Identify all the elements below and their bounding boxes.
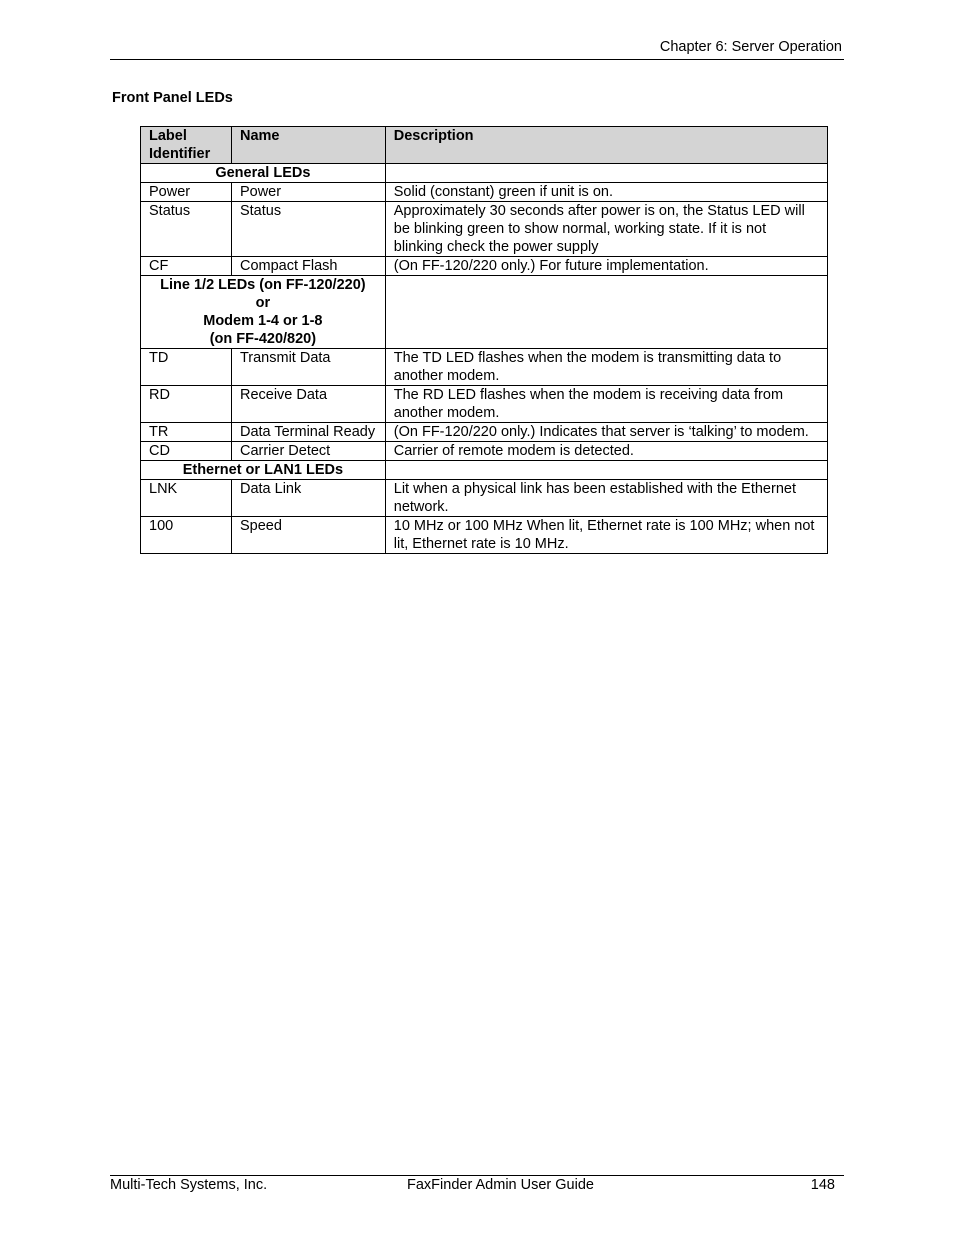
group-title-line: Modem 1-4 or 1-8 [203, 313, 323, 329]
cell-label-identifier: Power [141, 183, 232, 202]
table-row [141, 183, 828, 202]
table-row [141, 386, 828, 423]
group-title [141, 276, 386, 349]
table-row [141, 480, 828, 517]
cell-label-identifier: TR [141, 423, 232, 442]
cell-name: Status [231, 202, 385, 257]
cell-description: Carrier of remote modem is detected. [385, 442, 827, 461]
table-row [141, 517, 828, 554]
cell-name: Speed [231, 517, 385, 554]
cell-description: Lit when a physical link has been established with the Ethernet network. [385, 480, 827, 517]
table-row [141, 423, 828, 442]
group-empty-cell [385, 164, 827, 183]
cell-name: Transmit Data [231, 349, 385, 386]
group-empty-cell [385, 461, 827, 480]
cell-name: Receive Data [231, 386, 385, 423]
table-row [141, 202, 828, 257]
cell-description: The RD LED flashes when the modem is receiving data from another modem. [385, 386, 827, 423]
footer-page-number: 148 [810, 1177, 835, 1193]
column-header-name: Name [231, 127, 385, 164]
cell-description: 10 MHz or 100 MHz When lit, Ethernet rate is 100 MHz; when not lit, Ethernet rate is 10 MHz. [385, 517, 827, 554]
group-header-row [141, 276, 828, 349]
group-header-row [141, 461, 828, 480]
cell-label-identifier: TD [141, 349, 232, 386]
table-row [141, 257, 828, 276]
table-body [141, 164, 828, 554]
cell-label-identifier: CF [141, 257, 232, 276]
cell-name: Compact Flash [231, 257, 385, 276]
footer-company: Multi-Tech Systems, Inc. [110, 1177, 268, 1193]
cell-name: Data Terminal Ready [231, 423, 385, 442]
group-title-line: General LEDs [215, 165, 311, 181]
group-header-row [141, 164, 828, 183]
group-title-line: or [255, 295, 271, 311]
group-title-line: Ethernet or LAN1 LEDs [182, 462, 344, 478]
group-title-line: Line 1/2 LEDs (on FF-120/220) [160, 277, 366, 293]
cell-label-identifier: CD [141, 442, 232, 461]
page-header-chapter: Chapter 6: Server Operation [659, 39, 842, 55]
group-empty-cell [385, 276, 827, 349]
section-title: Front Panel LEDs [112, 90, 233, 106]
cell-description: The TD LED flashes when the modem is transmitting data to another modem. [385, 349, 827, 386]
cell-description: Solid (constant) green if unit is on. [385, 183, 827, 202]
footer-guide-title: FaxFinder Admin User Guide [407, 1177, 594, 1193]
group-title [141, 164, 386, 183]
table-row [141, 442, 828, 461]
group-title-line: (on FF-420/820) [209, 331, 317, 347]
cell-label-identifier: 100 [141, 517, 232, 554]
header-divider [110, 59, 844, 60]
cell-description: Approximately 30 seconds after power is on, the Status LED will be blinking green to show normal, working state. If it is not blinking check the power supply [385, 202, 827, 257]
cell-description: (On FF-120/220 only.) Indicates that server is ‘talking’ to modem. [385, 423, 827, 442]
table-row [141, 349, 828, 386]
cell-label-identifier: RD [141, 386, 232, 423]
leds-table [140, 126, 828, 554]
column-header-description: Description [385, 127, 827, 164]
cell-description: (On FF-120/220 only.) For future implementation. [385, 257, 827, 276]
cell-label-identifier: Status [141, 202, 232, 257]
footer-divider [110, 1175, 844, 1176]
cell-name: Data Link [231, 480, 385, 517]
table-header-row [141, 127, 828, 164]
cell-name: Power [231, 183, 385, 202]
column-header-label: Label Identifier [141, 127, 232, 164]
cell-name: Carrier Detect [231, 442, 385, 461]
cell-label-identifier: LNK [141, 480, 232, 517]
group-title [141, 461, 386, 480]
